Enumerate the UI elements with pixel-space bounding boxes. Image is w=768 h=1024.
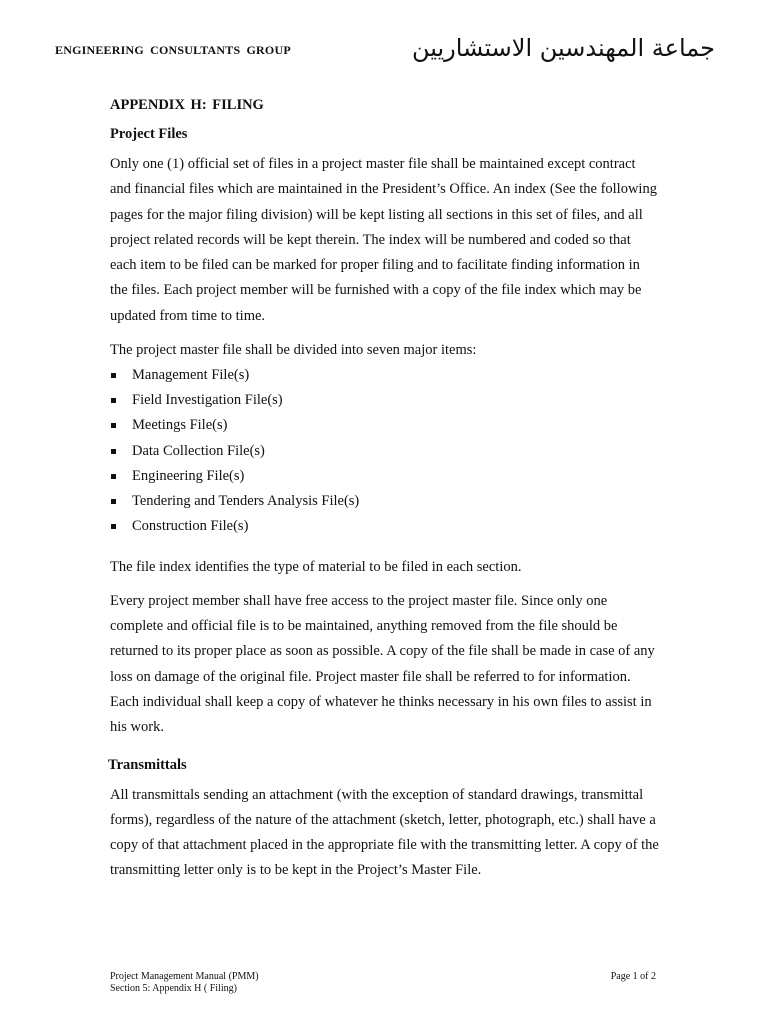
list-item: Engineering File(s) [110,464,660,489]
section-heading-project-files: Project Files [110,126,188,142]
file-items-list [110,363,660,539]
paragraph-list-intro: The project master file shall be divided into seven major items: [110,342,477,359]
document-body [110,97,660,893]
footer-section: Section 5: Appendix H ( Filing) [110,983,237,994]
list-item: Management File(s) [110,363,660,388]
paragraph: The file index identifies the type of material to be filed in each section. [110,558,522,575]
arabic-logo: جماعة المهندسين الاستشاريين [411,34,715,62]
paragraph: Only one (1) official set of files in a project master file shall be maintained except contract and financial files which are maintained in the President’s Office. An index (See the following pages for the major filing division) will be kept listing all sections in this set of files, and all project related records will be kept therein. The index will be numbered and coded so that each item to be filed can be marked for proper filing and to facilitate finding information in the files. Each project member will be furnished with a copy of the file index which may be updated from time to time. [110,156,657,324]
section-heading-transmittals: Transmittals [108,756,187,773]
paragraph: Every project member shall have free access to the project master file. Since only one complete and official file is to be maintained, anything removed from the file should be returned to its proper place as soon as possible. A copy of the file shall be made in case of any loss on damage of the original file. Project master file shall be referred to for information. Each individual shall keep a copy of whatever he thinks necessary in his own files to assist in his work. [110,592,655,736]
list-item: Field Investigation File(s) [110,388,660,413]
footer-manual-title: Project Management Manual (PMM) [110,971,259,982]
square-bullet-icon [111,398,116,403]
square-bullet-icon [111,474,116,479]
square-bullet-icon [111,524,116,529]
page-header [55,34,715,80]
square-bullet-icon [111,499,116,504]
page-number: Page 1 of 2 [610,971,656,982]
square-bullet-icon [111,449,116,454]
square-bullet-icon [111,423,116,428]
list-item: Tendering and Tenders Analysis File(s) [110,489,660,514]
list-item: Construction File(s) [110,514,660,539]
square-bullet-icon [111,373,116,378]
organization-name: ENGINEERING CONSULTANTS GROUP [55,43,291,57]
list-item: Data Collection File(s) [110,439,660,464]
paragraph: All transmittals sending an attachment (with the exception of standard drawings, transmittal forms), regardless of the nature of the attachment (sketch, letter, photograph, etc.) shall have a copy of that attachment placed in the appropriate file with the transmitting letter. A copy of the transmitting letter only is to be kept in the Project’s Master File. [110,786,659,879]
list-item: Meetings File(s) [110,413,660,438]
page-footer [110,971,656,995]
appendix-title: APPENDIX H: FILING [110,97,264,113]
